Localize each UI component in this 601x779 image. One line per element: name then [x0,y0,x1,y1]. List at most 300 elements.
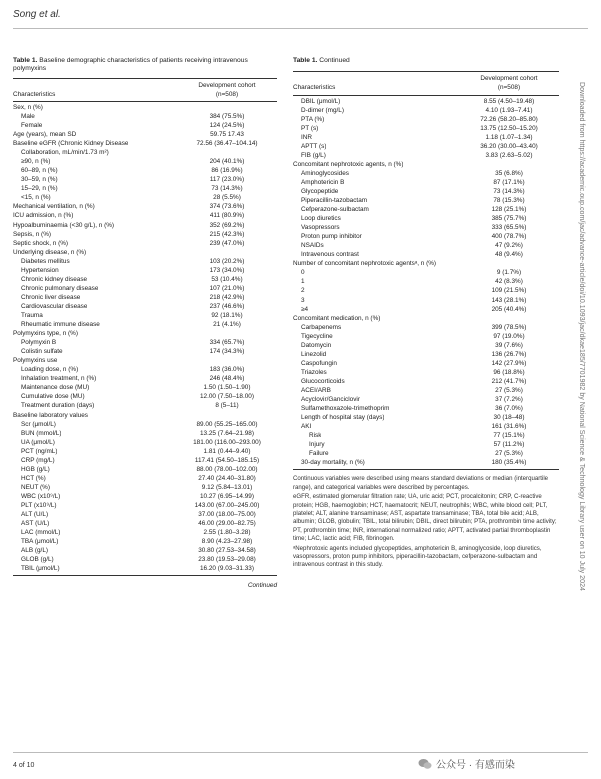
table-row [13,121,277,130]
table-row [13,193,277,202]
table-row [293,196,559,205]
row-label: Acyclovir/Ganciclovir [301,396,360,404]
row-value: 117 (23.0%) [209,176,245,184]
table-row [293,214,559,223]
table-row [293,106,559,115]
header-rule [13,28,588,29]
row-value: 385 (75.7%) [491,215,527,223]
table-row [293,133,559,142]
row-label: 3 [301,296,305,304]
row-label: Septic shock, n (%) [13,239,69,247]
table-row [13,130,277,139]
row-label: Proton pump inhibitor [301,233,362,241]
row-value: 212 (41.7%) [491,377,527,385]
row-label: ≥90, n (%) [21,158,51,166]
row-value: 4.10 (1.93–7.41) [485,106,533,114]
table-footnotes [293,475,559,569]
row-label: Hypoalbuminaemia (<30 g/L), n (%) [13,221,115,229]
table-row [293,232,559,241]
row-value: 400 (78.7%) [491,233,527,241]
watermark-text: 公众号 · 有感而染 [436,760,515,771]
row-label: Chronic liver disease [21,293,81,301]
download-sidebar [568,82,590,722]
row-value: 9 (1.7%) [496,269,522,277]
footnote: ᵃNephrotoxic agents included glycopeptides, amphotericin B, aminoglycoside, loop diuretics, vasopressors, proton pump inhibitors, piperacillin-tazobactam, cefperazone-sulbactam and intravenous contrast in this study. [293,544,542,569]
table-row [293,350,559,359]
row-label: Maintenance dose (MU) [21,384,90,392]
table-row [13,239,277,248]
table-row [13,564,277,573]
row-value: 28 (5.5%) [213,194,241,202]
table-title: Baseline demographic characteristics of patients receiving intravenous polymyxins [13,57,248,73]
table-row [13,374,277,383]
table-row [293,187,559,196]
row-value: 13.75 (12.50–15.20) [480,124,538,132]
row-label: 30-day mortality, n (%) [301,459,365,467]
continued-note: Continued [247,582,277,590]
row-value: 8.90 (4.23–27.98) [201,538,253,546]
row-label: PLT (x10⁹/L) [21,501,57,509]
row-label: HGB (g/L) [21,465,50,473]
table-row [13,483,277,492]
table-row [293,241,559,250]
left-column [13,57,277,590]
table-row [293,314,559,323]
row-value: 1.18 (1.07–1.34) [485,133,533,141]
row-label: Tigecycline [301,332,333,340]
row-label: ACEI/ARB [301,387,331,394]
table-row [13,329,277,338]
table-row [293,368,559,377]
row-value: 103 (20.2%) [209,257,245,265]
row-label: Baseline eGFR (Chronic Kidney Disease [13,140,129,148]
table-row [13,347,277,356]
table-number: Table 1. [13,57,38,64]
row-label: Cumulative dose (MU) [21,393,85,401]
row-value: 117.41 (54.50–185.15) [194,456,260,464]
row-value: 13.25 (7.64–21.98) [199,429,254,437]
row-label: Polymyxin B [21,339,57,347]
footnote: eGFR, estimated glomerular filtration rate; UA, uric acid; PCT, procalcitonin; CRP, C-reactive protein; HGB, haemoglobin; HCT, haematocrit; NEUT, neutrophils; WBC, white blood cell; PLT, platelet; ALT, alanine transaminase; AST, aspartate transaminase; TBA, total bile acid; ALB, albumin; GLOB, globulin; TBIL, total bilirubin; DBIL, direct bilirubin; PTA, prothrombin time activity; PT, prothrombin time; INR, international normalized ratio; APTT, activated partial thromboplastin time; LAC, lactic acid; FIB, fibrinogen. [293,493,557,543]
table-end-rule [13,575,277,576]
table-row [293,277,559,286]
table-row [13,447,277,456]
table-row [13,248,277,257]
table-row [293,97,559,106]
table-row [13,519,277,528]
row-value: 46.00 (29.00–82.75) [198,520,256,528]
row-label: Amphotericin B [301,178,345,186]
table-row [293,332,559,341]
table-number: Table 1. [293,57,318,64]
row-label: AST (U/L) [21,520,50,528]
author-line: Song et al. [13,9,61,20]
row-label: Sex, n (%) [13,103,43,111]
row-label: Chronic pulmonary disease [21,284,99,292]
table-row [293,178,559,187]
row-label: APTT (s) [301,142,327,150]
row-value: 205 (40.4%) [491,305,527,313]
column-header-characteristics: Characteristics [13,90,56,98]
row-label: Hypertension [21,266,59,274]
row-value: 30 (18–48) [493,414,525,422]
row-value: 37 (7.2%) [495,396,523,404]
row-label: 30–59, n (%) [21,176,58,184]
table-row [293,124,559,133]
row-value: 88.00 (78.00–102.00) [196,465,258,473]
right-column [293,57,559,571]
row-value: 48 (9.4%) [495,251,523,259]
row-value: 73 (14.3%) [493,187,525,195]
table-row [293,151,559,160]
table-row [13,266,277,275]
table-row [13,175,277,184]
column-header-cohort: Development cohort (n=508) [480,75,538,92]
table-row [293,440,559,449]
row-label: Scr (μmol/L) [21,420,56,428]
table-row [13,501,277,510]
table-row [293,323,559,332]
row-label: ALB (g/L) [21,547,48,555]
row-value: 73 (14.3%) [211,185,243,193]
row-value: 384 (75.5%) [209,112,245,120]
row-value: 180 (35.4%) [491,459,527,467]
row-value: 39 (7.6%) [495,341,523,349]
row-label: 15–29, n (%) [21,185,58,193]
row-value: 173 (34.0%) [209,266,245,274]
row-label: Female [21,122,43,129]
row-value [177,356,277,365]
row-value: 89.00 (55.25–165.00) [196,420,258,428]
row-value: 10.27 (6.95–14.99) [199,492,254,500]
wechat-icon [418,758,432,770]
row-value [177,411,277,420]
table-row [13,320,277,329]
row-value: 42 (8.3%) [495,278,523,286]
row-value: 12.00 (7.50–18.00) [199,393,254,401]
row-label: NEUT (%) [21,483,50,491]
table-row [293,286,559,295]
table-row [293,250,559,259]
row-value: 181.00 (116.00–293.00) [193,438,261,446]
row-label: PCT (ng/mL) [21,447,58,455]
table-row [293,449,559,458]
row-value: 215 (42.3%) [209,230,245,238]
row-label: Loop diuretics [301,215,341,223]
row-label: Caspofungin [301,359,337,367]
table-row [13,157,277,166]
table-row [293,359,559,368]
row-value [459,259,559,268]
row-label: Concomitant nephrotoxic agents, n (%) [293,160,404,168]
row-value: 374 (73.6%) [209,203,245,211]
row-value: 124 (24.5%) [209,122,245,129]
row-label: Collaboration, mL/min/1.73 m²) [21,149,109,157]
row-label: TBA (μmol/L) [21,538,59,546]
row-value: 92 (18.1%) [211,311,243,319]
row-label: Aminoglycosides [301,169,349,177]
table-row [13,139,277,148]
row-label: 2 [301,287,305,295]
row-label: Failure [309,450,329,458]
row-label: Datomycin [301,341,332,349]
table-row [13,211,277,220]
table-row [293,458,559,467]
row-label: 0 [301,269,305,277]
row-value [177,148,277,157]
table-row [13,392,277,401]
table-row [13,302,277,311]
row-label: Polymyxins type, n (%) [13,330,78,338]
row-label: Intravenous contrast [301,251,359,259]
table-row [293,377,559,386]
row-value: 97 (19.0%) [493,332,525,340]
row-label: LAC (mmol/L) [21,529,61,537]
row-label: UA (μmol/L) [21,438,55,446]
row-value: 9.12 (5.84–13.01) [201,483,253,491]
row-label: PTA (%) [301,115,325,123]
row-label: Concomitant medication, n (%) [293,314,381,322]
row-value: 27 (5.3%) [495,387,523,394]
row-value [177,103,277,112]
row-label: CRP (mg/L) [21,456,55,464]
row-label: Mechanical ventilation, n (%) [13,203,95,211]
row-label: Sepsis, n (%) [13,230,52,238]
table-row [293,160,559,169]
table-row [293,341,559,350]
row-value: 136 (26.7%) [491,350,527,358]
row-value: 8.55 (4.50–19.48) [483,97,535,105]
row-value [459,160,559,169]
row-value: 352 (69.2%) [209,221,245,229]
row-value: 37.00 (18.00–75.00) [198,511,256,519]
row-label: INR [301,133,313,141]
table-row [293,142,559,151]
row-label: DBIL (μmol/L) [301,97,341,105]
row-value: 1.81 (0.44–9.40) [203,447,251,455]
row-label: Polymyxins use [13,357,58,365]
running-header [13,9,61,20]
row-value: 16.20 (9.03–31.33) [199,565,254,573]
row-value: 3.83 (2.63–5.02) [485,151,533,159]
row-label: Baseline laboratory values [13,411,88,419]
row-value: 174 (34.3%) [209,348,245,356]
row-value: 109 (21.5%) [491,287,527,295]
table-row [13,338,277,347]
row-value: 183 (36.0%) [209,366,245,374]
row-label: Chronic kidney disease [21,275,88,283]
row-label: Underlying disease, n (%) [13,248,87,256]
row-value: 143 (28.1%) [491,296,527,304]
row-value: 246 (48.4%) [209,375,245,383]
row-value: 72.56 (36.47–104.14) [196,140,258,148]
row-value [177,329,277,338]
table-row [293,431,559,440]
row-value: 334 (65.7%) [209,339,245,347]
row-value: 1.50 (1.50–1.90) [203,384,251,392]
table-row [13,230,277,239]
table-caption-continued [293,57,559,65]
table-row [13,492,277,501]
row-label: 60–89, n (%) [21,167,58,175]
row-label: GLOB (g/L) [21,556,54,564]
table-row [293,169,559,178]
row-value: 107 (21.0%) [209,284,245,292]
table-header [293,71,559,95]
table-row [13,429,277,438]
column-header-cohort: Development cohort (n=508) [198,81,256,98]
table-row [13,365,277,374]
row-label: Rheumatic immune disease [21,321,100,329]
row-value: 21 (4.1%) [213,321,241,329]
row-label: Carbapenems [301,323,342,331]
table-row [13,555,277,564]
table-row [293,223,559,232]
row-value: 204 (40.1%) [209,158,245,166]
table-row [293,296,559,305]
table-row [293,268,559,277]
footer-rule [13,752,588,753]
row-label: Male [21,112,35,120]
table-row [13,148,277,157]
table-row [293,205,559,214]
row-value: 96 (18.8%) [493,368,525,376]
row-label: Cefperazone-sulbactam [301,206,369,214]
table-row [13,474,277,483]
row-value: 8 (5–11) [215,402,239,410]
row-value: 142 (27.9%) [491,359,527,367]
row-value: 128 (25.1%) [491,206,527,214]
table-row [13,401,277,410]
row-value: 27.40 (24.40–31.80) [198,474,256,482]
table-row [13,221,277,230]
row-label: Colistin sulfate [21,348,63,356]
table-row [13,284,277,293]
table-end-rule [293,469,559,470]
download-notice: Downloaded from https://academic.oup.com/jac/advance-article/doi/10.1093/jac/dkae185/7701982 by National Science & Technology Library user on 10 July 2024 [578,82,586,591]
row-label: Number of concomitant nephrotoxic agentsᵃ, n (%) [293,260,437,268]
row-label: ICU admission, n (%) [13,212,74,220]
table-row [13,166,277,175]
table-body [293,97,559,468]
row-value [177,248,277,257]
table-row [13,184,277,193]
table-row [13,311,277,320]
row-value: 239 (47.0%) [209,239,245,247]
table-body [13,103,277,573]
table-row [293,395,559,404]
row-value: 36.20 (30.00–43.40) [480,142,538,150]
row-label: Risk [309,432,322,440]
row-value: 27 (5.3%) [495,450,523,458]
row-label: Linezolid [301,350,327,358]
row-value: 30.80 (27.53–34.58) [198,547,256,555]
row-value: 72.26 (58.20–85.80) [480,115,538,123]
table-row [13,112,277,121]
table-row [13,546,277,555]
row-value: 23.80 (19.53–29.08) [198,556,256,564]
row-value: 47 (9.2%) [495,242,523,250]
row-label: Diabetes mellitus [21,257,70,265]
table-row [13,103,277,112]
table-row [293,305,559,314]
row-value: 218 (42.9%) [209,293,245,301]
table-row [13,510,277,519]
row-label: Glycopeptide [301,187,339,195]
row-value: 2.55 (1.80–3.28) [203,529,251,537]
row-value: 87 (17.1%) [493,178,525,186]
page-number: 4 of 10 [13,762,35,769]
row-label: Piperacillin-tazobactam [301,197,368,205]
row-label: FIB (g/L) [301,151,326,159]
row-value: 237 (46.6%) [209,302,245,310]
row-label: AKI [301,423,312,431]
row-value: 161 (31.6%) [491,423,527,431]
table-header [13,78,277,102]
table-row [13,420,277,429]
row-label: Age (years), mean SD [13,131,77,139]
footnote: Continuous variables were described using means standard deviations or median (interquartile range), and categorical variables were described by percentages. [293,475,549,491]
row-label: Loading dose, n (%) [21,366,79,374]
row-label: Cardiovascular disease [21,302,88,310]
table-caption [13,57,277,74]
watermark [418,756,515,771]
table-row [13,257,277,266]
table-row [13,293,277,302]
table-row [13,356,277,365]
row-value: 53 (10.4%) [211,275,243,283]
table-row [293,386,559,395]
row-value: 57 (11.2%) [493,441,525,449]
row-label: Length of hospital stay (days) [301,414,385,422]
row-label: <15, n (%) [21,194,51,202]
row-label: 1 [301,278,305,286]
row-label: Glucocorticoids [301,377,345,385]
table-row [293,115,559,124]
row-value: 35 (6.8%) [495,169,523,177]
table-row [13,202,277,211]
row-label: BUN (mmol/L) [21,429,62,437]
table-row [13,411,277,420]
row-label: Treatment duration (days) [21,402,95,410]
row-label: Sulfamethoxazole-trimethoprim [301,405,390,413]
row-label: PT (s) [301,124,319,132]
row-value: 78 (15.3%) [493,197,525,205]
row-label: HCT (%) [21,474,46,482]
table-row [13,438,277,447]
table-row [13,537,277,546]
row-label: ≥4 [301,305,309,313]
table-title: Continued [319,57,350,64]
row-label: Trauma [21,311,43,319]
table-row [293,404,559,413]
row-value: 36 (7.0%) [495,405,523,413]
row-value: 411 (80.9%) [209,212,245,220]
row-label: D-dimer (mg/L) [301,106,344,114]
row-value: 77 (15.1%) [493,432,525,440]
table-row [293,413,559,422]
row-value: 59.75 17.43 [210,131,244,139]
row-value: 399 (78.5%) [491,323,527,331]
column-header-characteristics: Characteristics [293,84,336,92]
row-value: 333 (65.5%) [491,224,527,232]
row-label: WBC (x10⁹/L) [21,492,61,500]
table-row [13,383,277,392]
row-value: 143.00 (67.00–245.00) [194,501,260,509]
row-label: Triazoles [301,368,327,376]
table-row [13,275,277,284]
table-row [13,465,277,474]
